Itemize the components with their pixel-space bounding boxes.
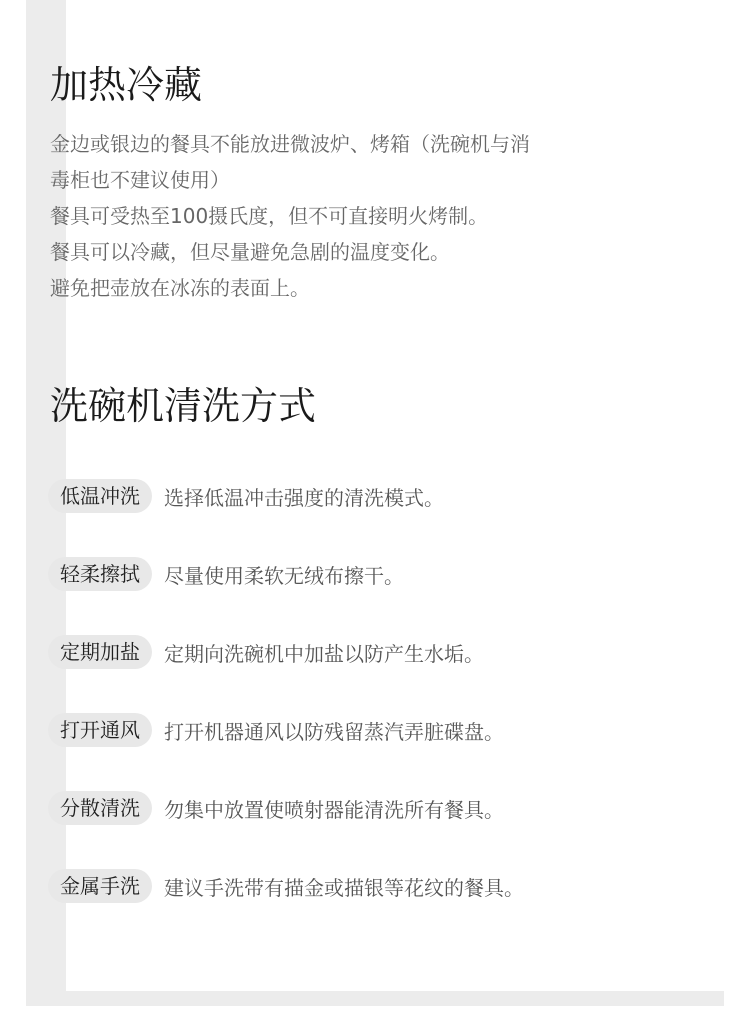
tip-tag: 分散清洗 [48,791,152,825]
tip-item-add-salt [48,634,524,670]
tip-tag: 轻柔擦拭 [48,557,152,591]
heating-instructions [50,126,630,306]
heating-section-title: 加热冷藏 [50,63,203,107]
tip-item-gentle-wipe [48,556,524,592]
instruction-line: 避免把壶放在冰冻的表面上。 [50,276,310,300]
tip-item-spread-out [48,790,524,826]
tip-description: 尽量使用柔软无绒布擦干。 [164,563,404,588]
instruction-line: 毒柜也不建议使用） [50,168,230,192]
tip-description: 建议手洗带有描金或描银等花纹的餐具。 [164,875,524,900]
dishwasher-section-title: 洗碗机清洗方式 [50,384,317,428]
tip-tag: 打开通风 [48,713,152,747]
instruction-line: 餐具可以冷藏，但尽量避免急剧的温度变化。 [50,240,450,264]
instruction-line: 金边或银边的餐具不能放进微波炉、烤箱（洗碗机与消 [50,132,530,156]
instruction-line: 餐具可受热至100摄氏度，但不可直接明火烤制。 [50,204,489,228]
tip-item-low-temp-rinse [48,478,524,514]
tip-description: 定期向洗碗机中加盐以防产生水垢。 [164,641,484,666]
tip-description: 选择低温冲击强度的清洗模式。 [164,485,444,510]
tip-tag: 定期加盐 [48,635,152,669]
dishwasher-tips-list [48,478,524,946]
tip-description: 勿集中放置使喷射器能清洗所有餐具。 [164,797,504,822]
tip-tag: 低温冲洗 [48,479,152,513]
tip-tag: 金属手洗 [48,869,152,903]
tip-item-ventilate [48,712,524,748]
tip-item-hand-wash-metal [48,868,524,904]
tip-description: 打开机器通风以防残留蒸汽弄脏碟盘。 [164,719,504,744]
